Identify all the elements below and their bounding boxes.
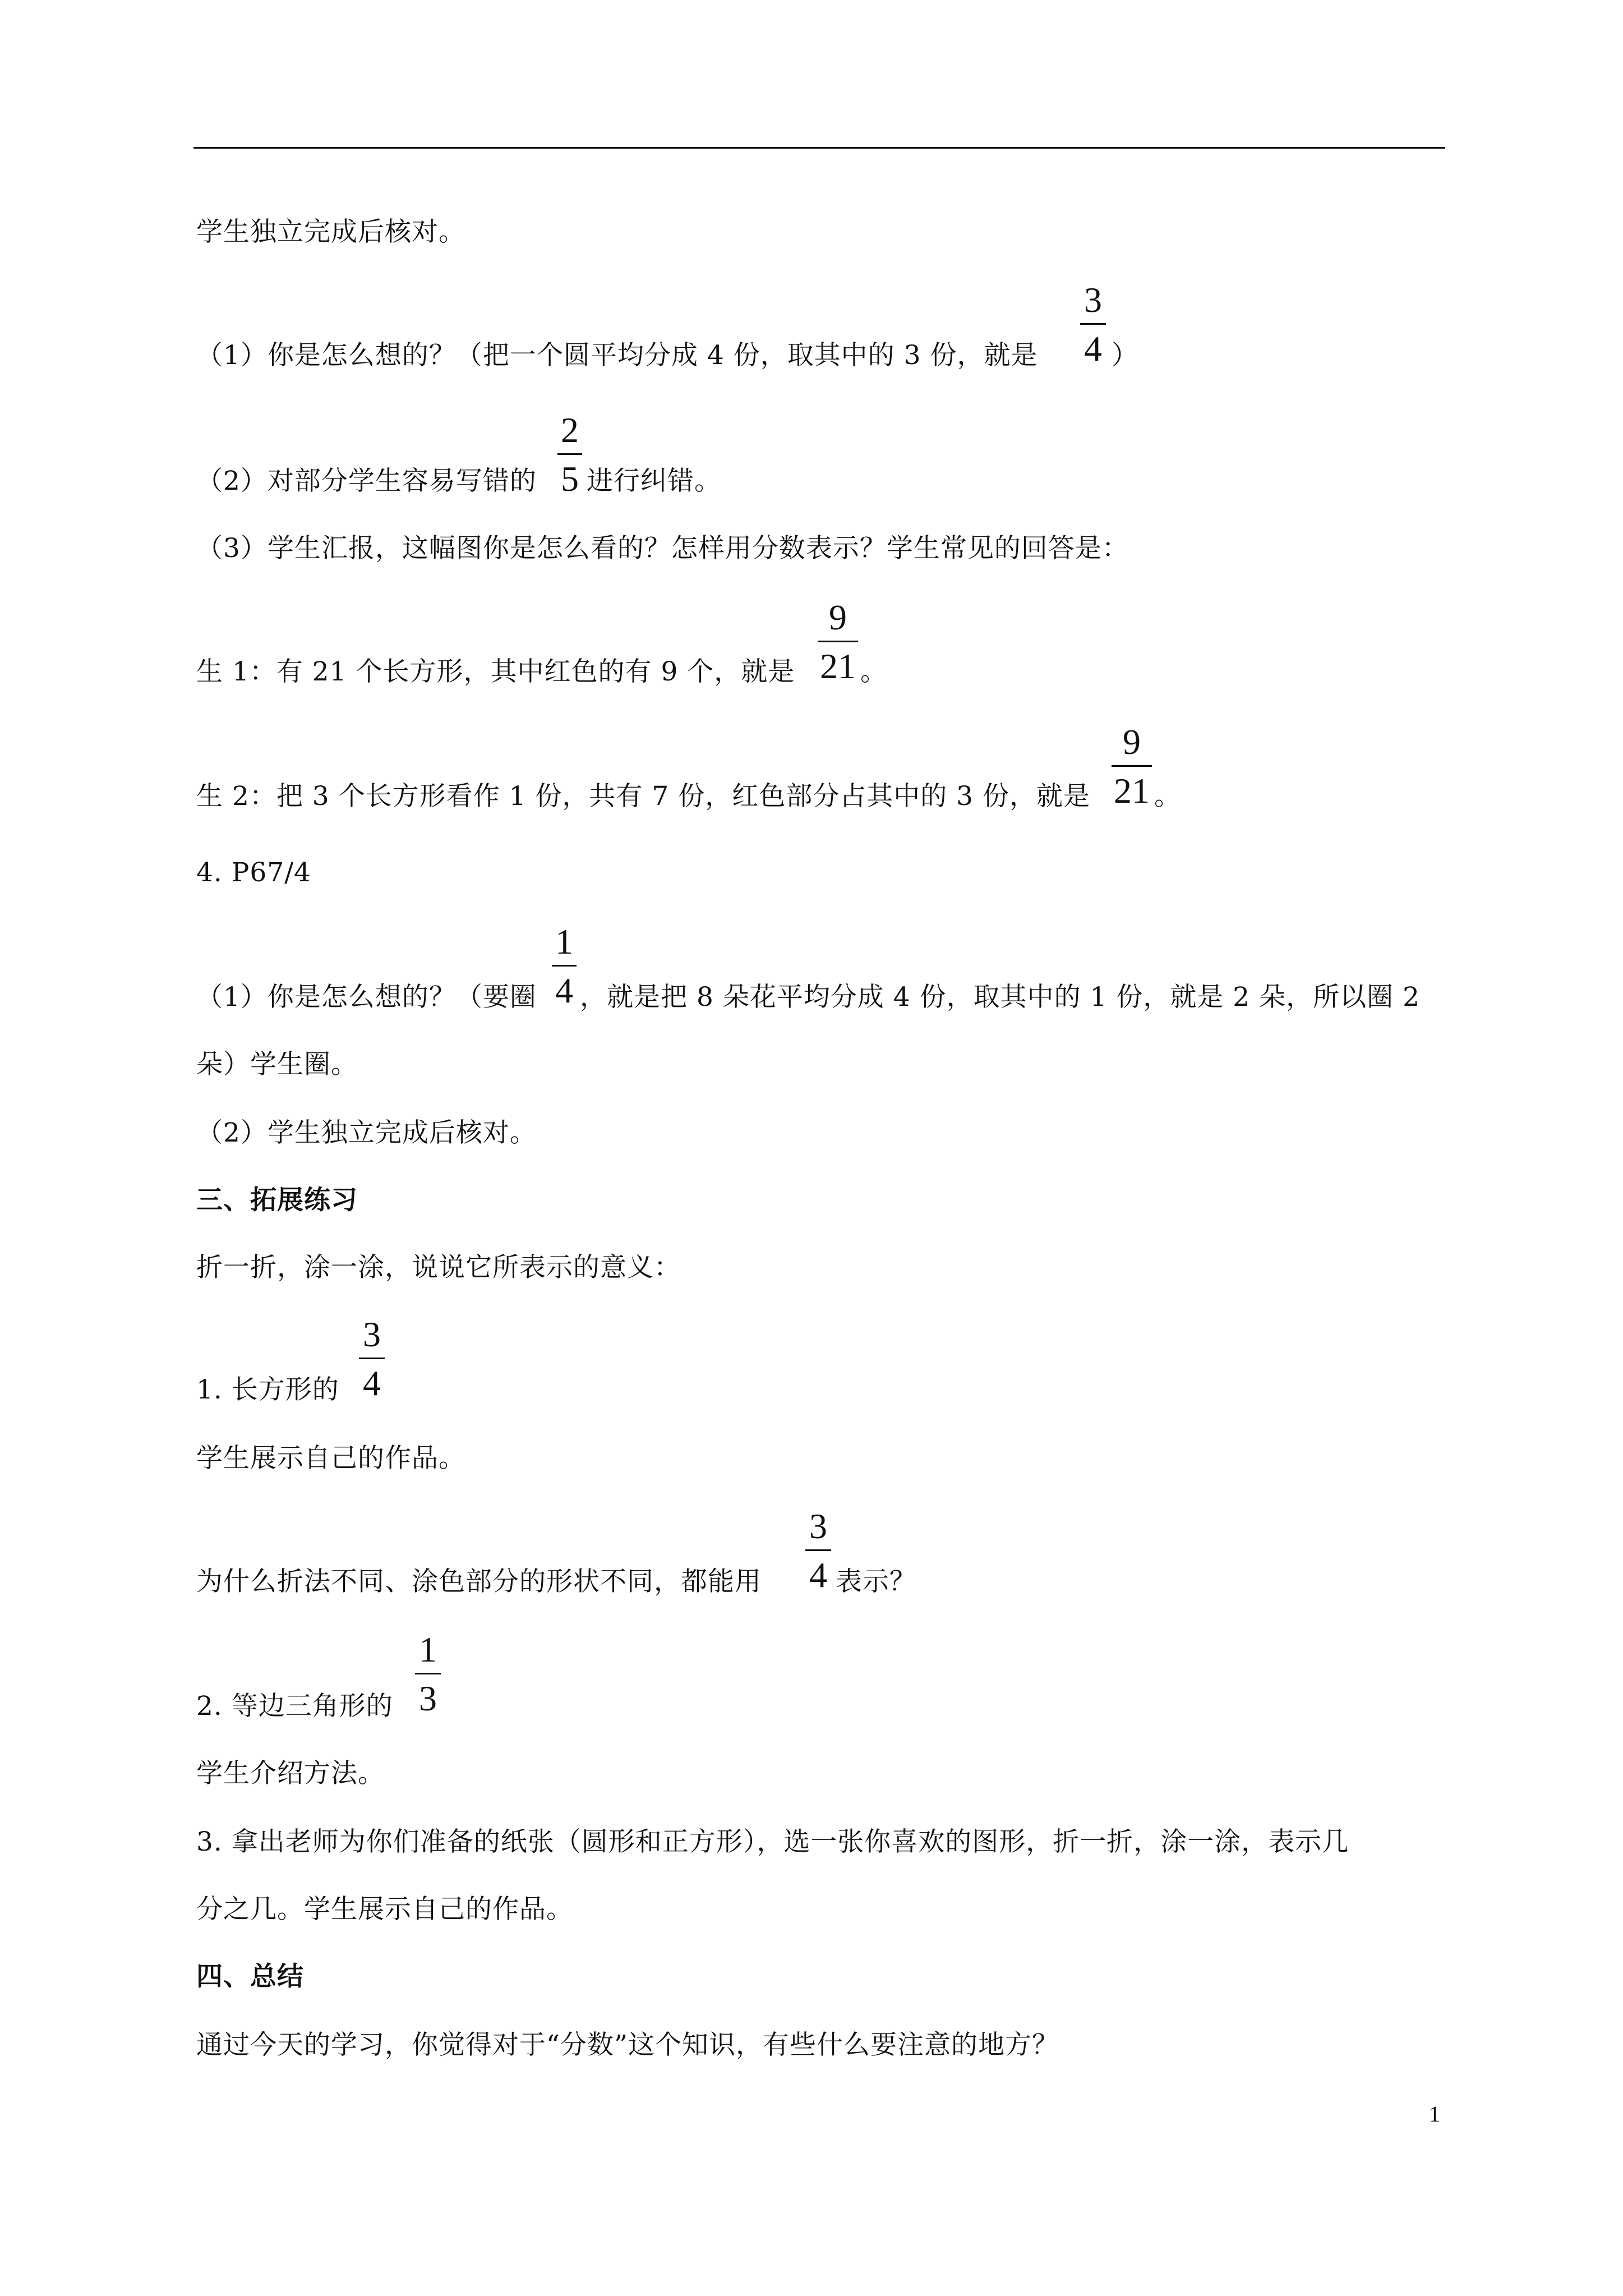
- fraction: [818, 598, 858, 686]
- text-line: [196, 1116, 537, 1150]
- line-text: （2）学生独立完成后核对。: [196, 1117, 537, 1148]
- text-line: [196, 1690, 393, 1723]
- line-text: 生 1：有 21 个长方形，其中红色的有 9 个，就是: [196, 656, 795, 687]
- text-line: [196, 780, 1090, 813]
- line-text: 3. 拿出老师为你们准备的纸张（圆形和正方形），选一张你喜欢的图形，折一折，涂一涂，表示几: [196, 1826, 1349, 1857]
- line-text: （1）你是怎么想的？（把一个圆平均分成 4 份，取其中的 3 份，就是: [196, 340, 1038, 371]
- fraction-denominator: 5: [561, 459, 579, 499]
- fraction-numerator: 1: [419, 1630, 437, 1669]
- fraction-numerator: 3: [809, 1506, 827, 1546]
- text-line: [196, 1893, 573, 1926]
- fraction: [415, 1630, 441, 1718]
- line-text: 1. 长方形的: [196, 1374, 339, 1405]
- line-text: 。: [860, 656, 887, 687]
- line-text: 进行纠错。: [587, 466, 721, 496]
- line-text: 4. P67/4: [196, 857, 311, 888]
- fraction-bar: [557, 453, 582, 455]
- fraction-bar: [1112, 765, 1152, 767]
- header-rule: [193, 147, 1445, 149]
- text-line: [196, 655, 795, 689]
- fraction-bar: [818, 641, 858, 642]
- text-line: [196, 1048, 358, 1082]
- line-text: 为什么折法不同、涂色部分的形状不同，都能用: [196, 1566, 762, 1597]
- fraction: [1112, 723, 1152, 811]
- line-text: 朵）学生圈。: [196, 1049, 358, 1080]
- fraction-bar: [1080, 323, 1106, 325]
- fraction-bar: [552, 965, 577, 967]
- text-line: [196, 339, 1038, 372]
- line-text: （3）学生汇报，这幅图你是怎么看的？怎样用分数表示？学生常见的回答是：: [196, 533, 1129, 564]
- fraction-numerator: 1: [555, 922, 573, 961]
- heading-text: 三、拓展练习: [196, 1185, 358, 1216]
- text-line: [196, 215, 465, 249]
- line-text: 学生展示自己的作品。: [196, 1443, 465, 1474]
- line-text: （2）对部分学生容易写错的: [196, 466, 537, 496]
- text-line: [196, 1565, 762, 1599]
- line-text: 2. 等边三角形的: [196, 1691, 393, 1722]
- fraction-numerator: 9: [1123, 722, 1141, 762]
- text-line: [196, 856, 311, 890]
- text-line-tail: [587, 464, 721, 498]
- text-line-tail: [860, 655, 887, 689]
- text-line-tail: [1112, 339, 1138, 372]
- line-text: 。: [1154, 781, 1181, 812]
- line-text: ）: [1112, 340, 1138, 371]
- fraction-denominator: 21: [1114, 771, 1150, 811]
- section-heading: [196, 1184, 358, 1217]
- fraction: [552, 922, 577, 1010]
- text-line: [196, 1442, 465, 1475]
- line-text: 表示？: [836, 1566, 916, 1597]
- fraction-numerator: 3: [1084, 280, 1102, 320]
- fraction-denominator: 21: [820, 646, 856, 686]
- text-line-tail: [836, 1565, 916, 1599]
- section-heading: [196, 1960, 304, 1994]
- line-text: 学生介绍方法。: [196, 1758, 385, 1789]
- text-line: [196, 532, 1129, 565]
- fraction-numerator: 3: [363, 1314, 381, 1354]
- fraction-denominator: 4: [555, 970, 573, 1010]
- fraction-bar: [415, 1673, 441, 1674]
- heading-text: 四、总结: [196, 1961, 304, 1992]
- fraction-denominator: 4: [1084, 329, 1102, 369]
- line-text: 折一折，涂一涂，说说它所表示的意义：: [196, 1252, 681, 1283]
- line-text: ，就是把 8 朵花平均分成 4 份，取其中的 1 份，就是 2 朵，所以圈 2: [580, 982, 1420, 1013]
- line-text: 通过今天的学习，你觉得对于“分数”这个知识，有些什么要注意的地方？: [196, 2030, 1059, 2060]
- line-text: （1）你是怎么想的？（要圈: [196, 982, 537, 1013]
- fraction-bar: [359, 1358, 385, 1359]
- text-line: [196, 1825, 1349, 1859]
- fraction: [557, 411, 582, 499]
- text-line-tail: [1154, 780, 1181, 813]
- fraction-denominator: 4: [363, 1363, 381, 1403]
- line-text: 学生独立完成后核对。: [196, 217, 465, 247]
- text-line: [196, 2028, 1059, 2062]
- fraction-denominator: 3: [419, 1678, 437, 1718]
- text-line: [196, 464, 537, 498]
- fraction-bar: [805, 1549, 831, 1551]
- text-line: [196, 1757, 385, 1791]
- fraction: [359, 1315, 385, 1403]
- text-line: [196, 981, 537, 1014]
- line-text: 分之几。学生展示自己的作品。: [196, 1894, 573, 1925]
- fraction: [805, 1507, 831, 1595]
- fraction: [1080, 280, 1106, 369]
- fraction-numerator: 9: [829, 597, 847, 637]
- fraction-numerator: 2: [561, 410, 579, 450]
- text-line: [196, 1251, 681, 1285]
- fraction-denominator: 4: [809, 1555, 827, 1595]
- line-text: 生 2：把 3 个长方形看作 1 份，共有 7 份，红色部分占其中的 3 份，就是: [196, 781, 1090, 812]
- text-line-tail: [580, 981, 1420, 1014]
- page-number: 1: [1429, 2101, 1440, 2127]
- text-line: [196, 1373, 339, 1407]
